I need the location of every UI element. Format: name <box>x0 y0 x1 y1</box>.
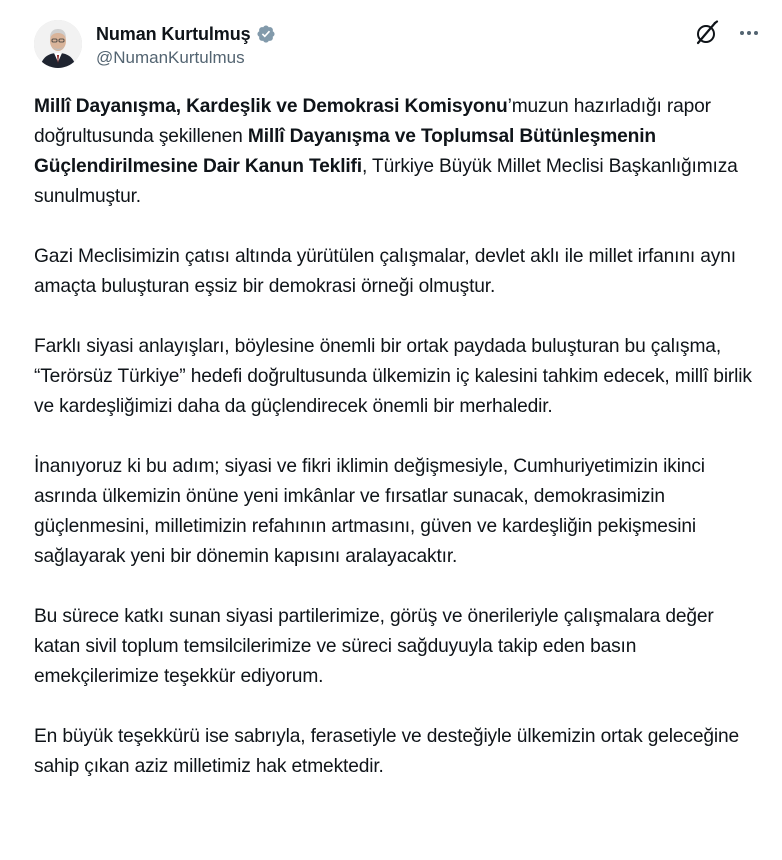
tweet-actions <box>694 20 760 46</box>
tweet-header <box>34 18 760 74</box>
more-horizontal-icon[interactable] <box>738 22 760 44</box>
grok-icon[interactable] <box>694 20 720 46</box>
paragraph-6: En büyük teşekkürü ise sabrıyla, ferasetiyle ve desteğiyle ülkemizin ortak geleceğine sahip çıkan aziz milletimiz hak etmektedir. <box>34 726 740 777</box>
handle[interactable]: @NumanKurtulmus <box>96 48 245 67</box>
paragraph-3: Farklı siyasi anlayışları, böylesine önemli bir ortak paydada buluşturan bu çalışma, “Terörsüz Türkiye” hedefi doğrultusunda ülkemizin iç kalesini tahkim edecek, millî birlik ve kardeşliğimizi daha da güçlendirecek önemli bir merhaledir. <box>34 336 752 417</box>
bold-text: Millî Dayanışma, Kardeşlik ve Demokrasi Komisyonu <box>34 96 508 117</box>
text-span: , Türkiye Büyük Millet Meclisi Başkanlığımıza sunulmuştur. <box>34 156 738 207</box>
person-portrait-icon <box>34 20 82 68</box>
text-span: ’muzun hazırladığı rapor doğrultusunda şekillenen <box>34 96 711 147</box>
paragraph-4: İnanıyoruz ki bu adım; siyasi ve fikri iklimin değişmesiyle, Cumhuriyetimizin ikinci asrında ülkemizin önüne yeni imkânlar ve fırsatlar sunacak, demokrasimizin güçlenmesini, milletimizin refahının artmasını, güven ve kardeşliğin pekişmesini sağlayarak yeni bir dönemin kapısını aralayacaktır. <box>34 456 705 567</box>
paragraph-1 <box>34 92 754 212</box>
display-name-row <box>96 22 276 46</box>
paragraph-5: Bu sürece katkı sunan siyasi partilerimize, görüş ve önerileriyle çalışmalara değer katan sivil toplum temsilcilerimize ve süreci sağduyuyla takip eden basın emekçilerimize teşekkür ediyorum. <box>34 606 714 687</box>
display-name[interactable]: Numan Kurtulmuş <box>96 23 251 44</box>
paragraph-2: Gazi Meclisimizin çatısı altında yürütülen çalışmalar, devlet aklı ile millet irfanını aynı amaçta buluşturan eşsiz bir demokrasi örneği olmuştur. <box>34 246 736 297</box>
tweet-text <box>34 92 754 782</box>
avatar[interactable] <box>34 20 82 68</box>
bold-text: Millî Dayanışma ve Toplumsal Bütünleşmenin Güçlendirilmesine Dair Kanun Teklifi <box>34 126 656 177</box>
verified-badge-icon[interactable] <box>256 24 276 44</box>
user-block <box>96 22 276 68</box>
